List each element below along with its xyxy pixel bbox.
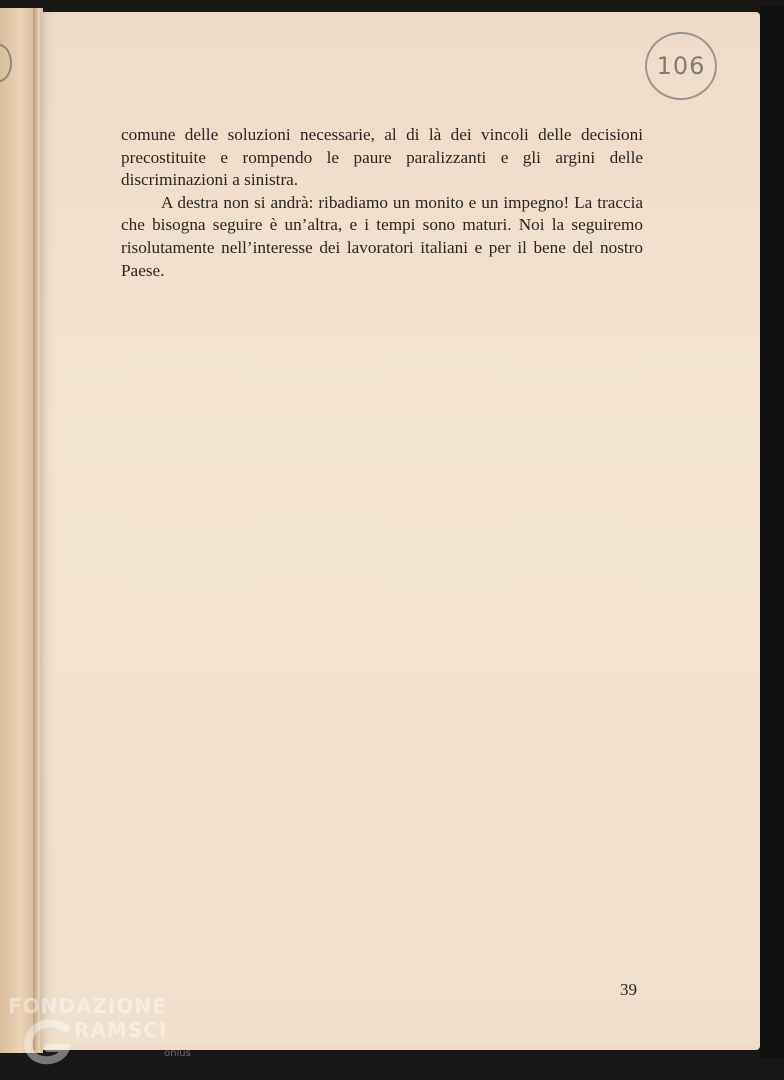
body-text: [121, 124, 643, 282]
paragraph-continuation: comune delle soluzioni necessarie, al di là dei vincoli delle decisioni precostituite e rompendo le paure paralizzanti e gli argini delle discriminazioni a sinistra.: [121, 125, 643, 190]
left-page-stamp-fragment: [0, 44, 12, 82]
paragraph-conclusion: A destra non si andrà: ribadiamo un monito e un impegno! La traccia che bisogna seguire è un’altra, e i tempi sono maturi. Noi la seguiremo risolutamente nell’interesse dei lavoratori italiani e per il bene del nostro Paese.: [121, 192, 643, 280]
page-number: 39: [620, 980, 637, 999]
watermark-line-1: FONDAZIONE: [8, 994, 167, 1018]
watermark-line-2: RAMSCI: [74, 1018, 168, 1042]
scan-background-edge: [760, 6, 784, 1058]
watermark-suffix: onlus: [164, 1048, 191, 1059]
archive-number-stamp: 106: [645, 32, 717, 100]
